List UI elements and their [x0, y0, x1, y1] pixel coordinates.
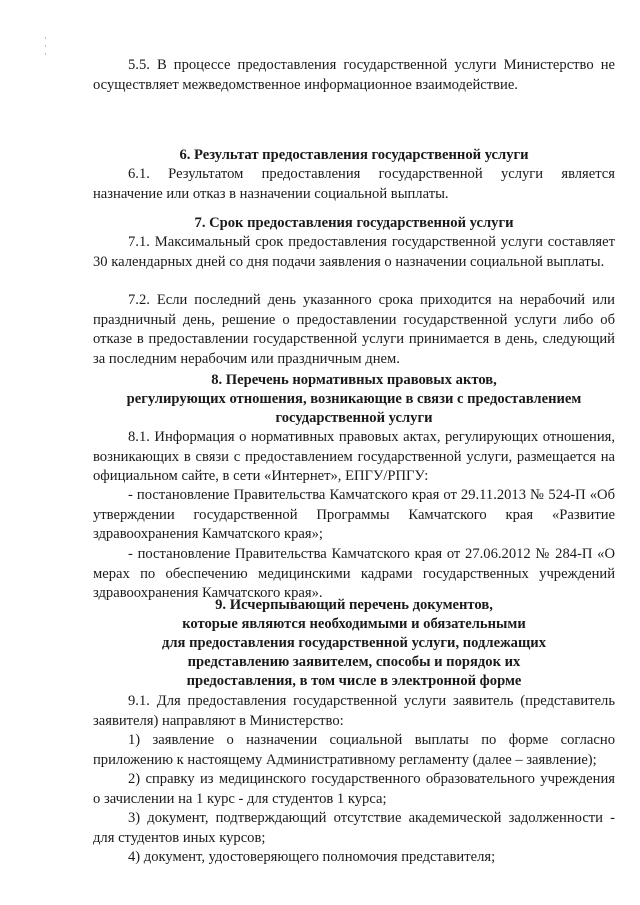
heading-section-8: [80, 371, 628, 428]
heading-line: представлению заявителем, способы и порядок их: [187, 654, 521, 670]
paragraph-7-1: 7.1. Максимальный срок предоставления государственной услуги составляет 30 календарных дней со дня подачи заявления о назначении социальной выплаты.: [93, 234, 615, 270]
paragraph-8-1-item-a: - постановление Правительства Камчатского края от 29.11.2013 № 524-П «Об утверждении государственной Программы Камчатского края «Развитие здравоохранения Камчатского края»;: [93, 487, 615, 542]
heading-line: регулирующих отношения, возникающие в связи с предоставлением: [126, 391, 582, 407]
paragraph-5-5: 5.5. В процессе предоставления государственной услуги Министерство не осуществляет межведомственное информационное взаимодействие.: [93, 57, 615, 93]
paragraph-8-1-item-b: - постановление Правительства Камчатского края от 27.06.2012 № 284-П «О мерах по обеспечению медицинскими кадрами государственных учреждений здравоохранения Камчатского края».: [93, 546, 615, 601]
heading-line: государственной услуги: [275, 410, 433, 426]
paragraph-9-1-item-1: 1) заявление о назначении социальной выплаты по форме согласно приложению к настоящему Административному регламенту (далее – заявление);: [93, 732, 615, 768]
heading-section-7: 7. Срок предоставления государственной услуги: [194, 215, 514, 231]
heading-section-6: 6. Результат предоставления государственной услуги: [179, 147, 529, 163]
paragraph-6-1: 6.1. Результатом предоставления государственной услуги является назначение или отказ в назначении социальной выплаты.: [93, 166, 615, 202]
heading-line: для предоставления государственной услуги, подлежащих: [161, 635, 546, 651]
heading-line: 9. Исчерпывающий перечень документов,: [215, 597, 493, 613]
scan-mark: · · ·: [44, 33, 47, 59]
heading-line: предоставления, в том числе в электронной форме: [186, 673, 522, 689]
paragraph-9-1-item-3: 3) документ, подтверждающий отсутствие академической задолженности - для студентов иных курсов;: [93, 810, 615, 846]
heading-line: которые являются необходимыми и обязательными: [182, 616, 526, 632]
paragraph-7-2: 7.2. Если последний день указанного срока приходится на нерабочий или праздничный день, решение о предоставлении государственной услуги либо об отказе в предоставлении государственной услуги принимается в день, следующий за последним нерабочим или праздничным днем.: [93, 292, 615, 367]
heading-line: 8. Перечень нормативных правовых актов,: [211, 372, 497, 388]
paragraph-8-1: 8.1. Информация о нормативных правовых актах, регулирующих отношения, возникающих в связи с предоставлением государственной услуги, размещается на официальном сайте, в сети «Интернет», ЕПГУ/РПГУ:: [93, 429, 615, 484]
paragraph-9-1-item-4: 4) документ, удостоверяющего полномочия представителя;: [128, 849, 496, 865]
heading-section-9: [80, 596, 628, 691]
paragraph-9-1: 9.1. Для предоставления государственной услуги заявитель (представитель заявителя) направляют в Министерство:: [93, 693, 615, 729]
paragraph-9-1-item-2: 2) справку из медицинского государственного образовательного учреждения о зачислении на 1 курс - для студентов 1 курса;: [93, 771, 615, 807]
